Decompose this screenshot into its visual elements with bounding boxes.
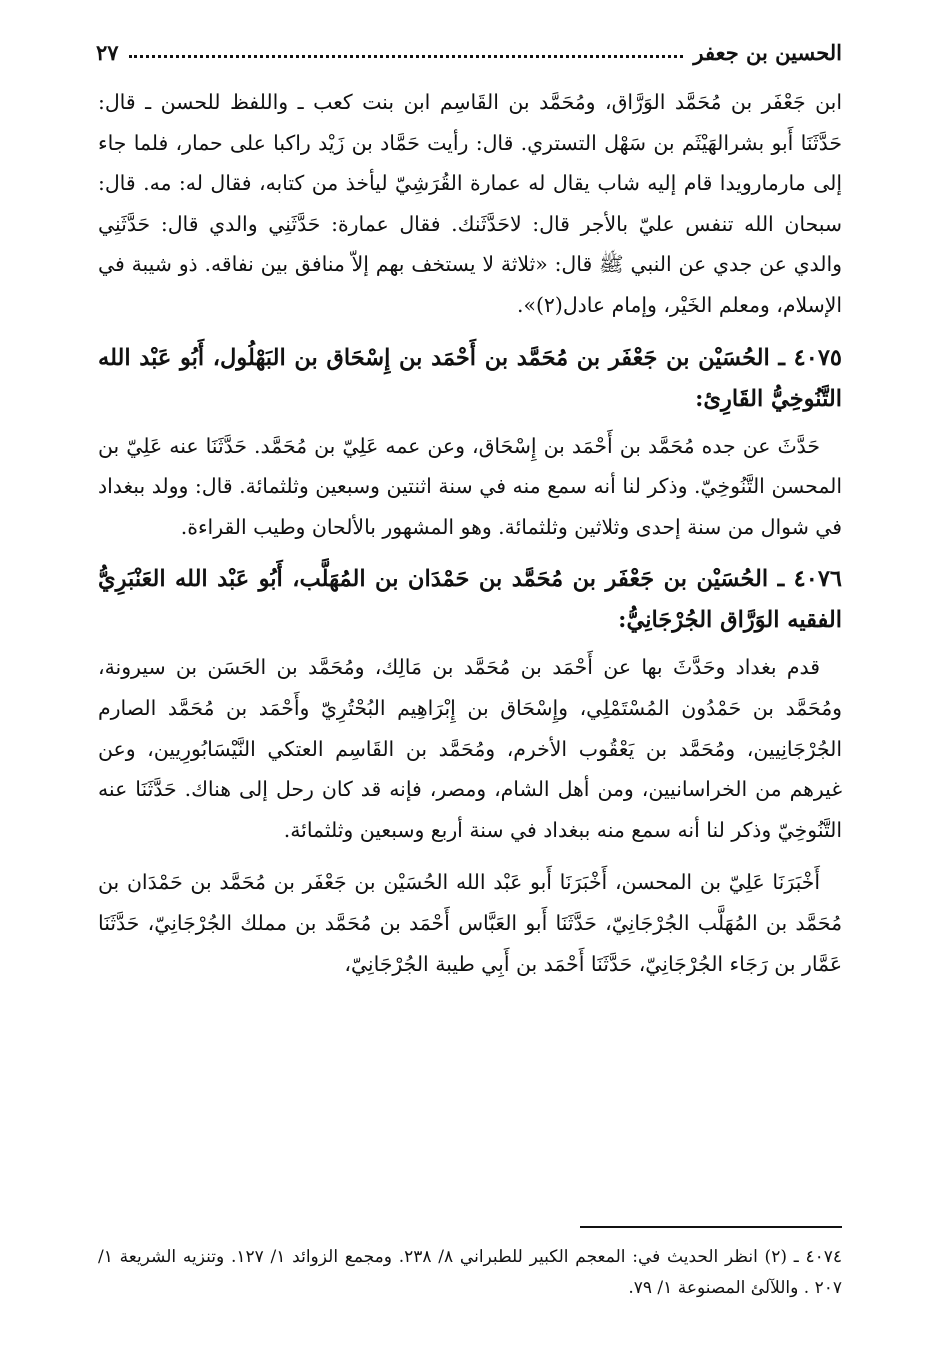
entry-heading-4075: ٤٠٧٥ ـ الحُسَيْن بن جَعْفَر بن مُحَمَّد بن أَحْمَد بن إِسْحَاق بن البَهْلُول، أَبُو عَبْد الله التَّنُوخِيُّ القَارِئ:	[98, 344, 842, 412]
page-number: ٢٧	[96, 39, 119, 65]
running-title: الحسين بن جعفر	[693, 39, 842, 65]
entry-4076-paragraph-1: قدم بغداد وحَدَّثَ بها عن أَحْمَد بن مُحَمَّد بن مَالِك، ومُحَمَّد بن الحَسَن بن سيرونة، ومُحَمَّد بن حَمْدُون المُسْتَمْلِي، وإِسْحَاق بن إِبْرَاهِيم البُحْتُرِيّ وأَحْمَد بن مُحَمَّد الصارم الجُرْجَانِيين، ومُحَمَّد بن يَعْقُوب الأخرم، ومُحَمَّد بن القَاسِم العتكي النَّيْسَابُورِيين، وعن غيرهم من الخراسانيين، ومن أهل الشام، ومصر، فإنه قد كان رحل إلى هناك. حَدَّثَنَا عنه التَّنُوخِيّ وذكر لنا أنه سمع منه ببغداد في سنة أربع وسبعين وثلثمائة.	[98, 655, 842, 842]
entry-4075-paragraph: حَدَّثَ عن جده مُحَمَّد بن أَحْمَد بن إِسْحَاق، وعن عمه عَلِيّ بن مُحَمَّد. حَدَّثَنَا عنه عَلِيّ بن المحسن التَّنُوخِيّ. وذكر لنا أنه سمع منه في سنة اثنتين وسبعين وثلثمائة. قال: وولد ببغداد في شوال من سنة إحدى وثلاثين وثلثمائة. وهو المشهور بالألحان وطيب القراءة.	[98, 433, 842, 539]
header-dot-leader	[129, 55, 684, 58]
footnote-separator	[580, 1226, 842, 1228]
running-header	[96, 34, 842, 70]
entry-heading-4076: ٤٠٧٦ ـ الحُسَيْن بن جَعْفَر بن مُحَمَّد بن حَمْدَان بن المُهَلَّب، أَبُو عَبْد الله العَنْبَرِيُّ الفقيه الوَرَّاق الجُرْجَانِيُّ:	[98, 566, 842, 634]
continuation-paragraph: ابن جَعْفَر بن مُحَمَّد الوَرَّاق، ومُحَمَّد بن القَاسِم ابن بنت كعب ـ واللفظ للحسن ـ قال: حَدَّثَنَا أَبو بشرالهَيْثَم بن سَهْل التستري. قال: رأيت حَمَّاد بن زَيْد راكبا على حمار، فلما جاء إلى مارمارويدا قام إليه شاب يقال له عمارة القُرَشِيّ ليأخذ من كتابه، فقال له: مه. قال: سبحان الله تنفس عليّ بالأجر قال: لاحَدَّثَنك. فقال عمارة: حَدَّثَنِي والدي قال: حَدَّثَنِي والدي عن جدي عن النبي ﷺ قال: «ثلاثة لا يستخف بهم إلاّ منافق بين نفاقه. ذو شيبة في الإسلام، ومعلم الخَيْر، وإمام عادل(٢)».	[98, 90, 842, 317]
footnote: ٤٠٧٤ ـ (٢) انظر الحديث في: المعجم الكبير للطبراني ٨/ ٢٣٨. ومجمع الزوائد ١/ ١٢٧. وتنزيه الشريعة ١/ ٢٠٧ . واللآلئ المصنوعة ١/ ٧٩.	[98, 1247, 842, 1298]
entry-4076-paragraph-2: أَخْبَرَنَا عَلِيّ بن المحسن، أَخْبَرَنَا أَبو عَبْد الله الحُسَيْن بن جَعْفَر بن مُحَمَّد بن حَمْدَان بن مُحَمَّد بن المُهَلَّب الجُرْجَانِيّ، حَدَّثَنَا أَبو العَبَّاس أَحْمَد بن مُحَمَّد بن مملك الجُرْجَانِيّ، حَدَّثَنَا عَمَّار بن رَجَاء الجُرْجَانِيّ، حَدَّثَنَا أَحْمَد بن أَبِي طيبة الجُرْجَانِيّ،	[98, 870, 842, 976]
main-text	[98, 82, 842, 984]
